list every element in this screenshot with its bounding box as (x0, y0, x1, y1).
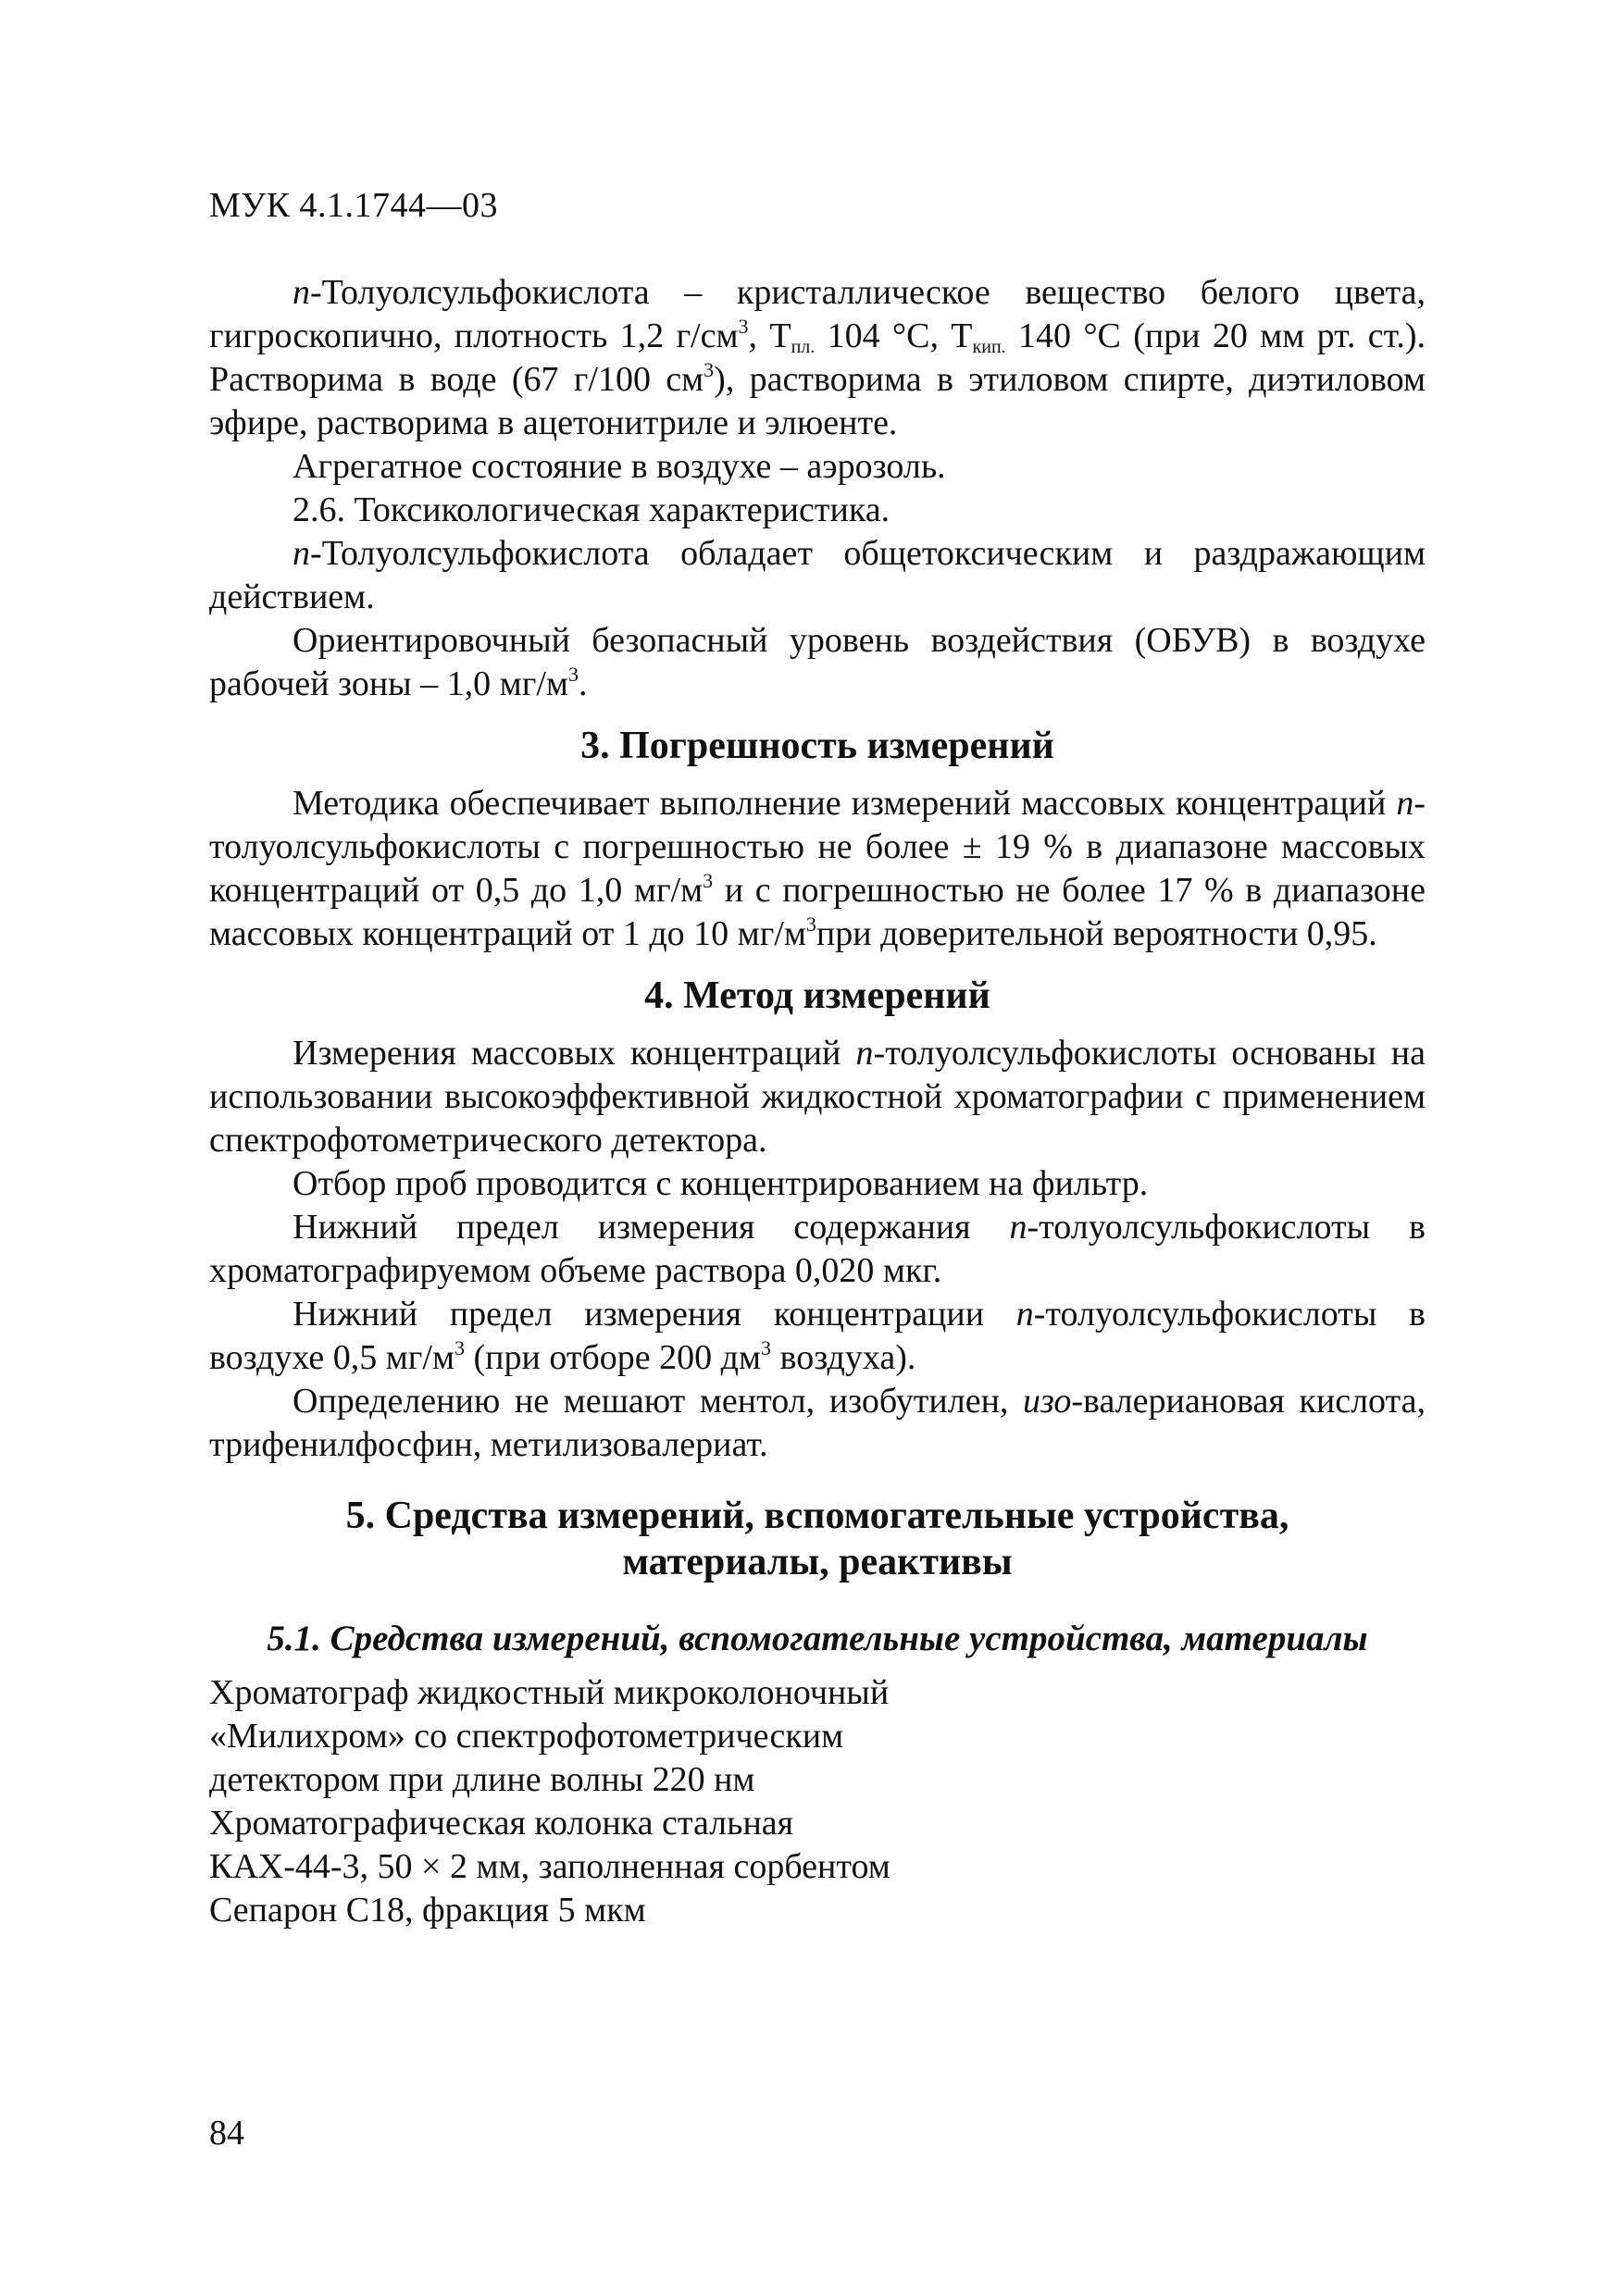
section-5-title-line-2: материалы, реактивы (622, 1541, 1013, 1583)
section-5-title (209, 1493, 1426, 1585)
paragraph-toxicology: п-Толуолсульфокислота обладает общетоксическим и раздражающим действием. (209, 534, 1426, 616)
equipment-line: Хроматографическая колонка стальная (209, 1804, 794, 1843)
paragraph-properties: п-Толуолсульфокислота – кристаллическое вещество белого цвета, гигроскопично, плотность 1,2 $г/см^3$, $Т_{пл.}$ 104 °С, $Т_{кип.}$ 140 °С (при 20 мм рт. ст.). Растворима в воде (67 г/100 $см^3$), растворима в этиловом спирте, диэтиловом эфире, растворима в ацетонитриле и элюенте. (209, 273, 1426, 442)
paragraph-lower-limit-concentration: Нижний предел измерения концентрации п-толуолсульфокислоты в воздухе 0,5 $мг/м^3$ (при отборе 200 $дм^3$ воздуха). (209, 1295, 1426, 1377)
equipment-line: КАХ-44-3, 50 × 2 мм, заполненная сорбентом (209, 1847, 890, 1886)
equipment-line: «Милихром» со спектрофотометрическим (209, 1717, 844, 1756)
equipment-line: Сепарон С18, фракция 5 мкм (209, 1891, 646, 1930)
paragraph-lower-limit-content: Нижний предел измерения содержания п-толуолсульфокислоты в хроматографируемом объеме раствора 0,020 мкг. (209, 1208, 1426, 1290)
document-body (209, 271, 1426, 1932)
equipment-line: Хроматограф жидкостный микроколоночный (209, 1673, 890, 1712)
paragraph-method: Измерения массовых концентраций п-толуолсульфокислоты основаны на использовании высокоэффективной жидкостной хроматографии с применением спектрофотометрического детектора. (209, 1034, 1426, 1160)
subsection-5-1-title: 5.1. Средства измерений, вспомогательные устройства, материалы (267, 1619, 1368, 1658)
section-3-title: 3. Погрешность измерений (580, 725, 1054, 767)
equipment-list (209, 1671, 1426, 1932)
section-4-title: 4. Метод измерений (644, 974, 990, 1017)
paragraph-aggregate-state: Агрегатное состояние в воздухе – аэрозоль. (293, 447, 946, 486)
paragraph-toxicology-heading: 2.6. Токсикологическая характеристика. (293, 490, 890, 529)
paragraph-interference: Определению не мешают ментол, изобутилен, изо-валериановая кислота, трифенилфосфин, метилизовалериат. (209, 1382, 1426, 1464)
section-5-title-line-1: 5. Средства измерений, вспомогательные устройства, (345, 1495, 1289, 1537)
page-number: 84 (209, 2114, 244, 2153)
equipment-line: детектором при длине волны 220 нм (209, 1760, 755, 1799)
paragraph-sampling: Отбор проб проводится с концентрированием на фильтр. (293, 1164, 1149, 1203)
paragraph-obuv: Ориентировочный безопасный уровень воздействия (ОБУВ) в воздухе рабочей зоны – 1,0 $мг/м^3$. (209, 621, 1426, 703)
paragraph-error: Методика обеспечивает выполнение измерений массовых концентраций п-толуолсульфокислоты с погрешностью не более ± 19 % в диапазоне массовых концентраций от 0,5 до 1,0 $мг/м^3$ и с погрешностью не более 17 % в диапазоне массовых концентраций от 1 до 10 $мг/м^3при$ доверительной вероятности 0,95. (209, 784, 1426, 953)
document-code-header: МУК 4.1.1744—03 (209, 186, 499, 225)
